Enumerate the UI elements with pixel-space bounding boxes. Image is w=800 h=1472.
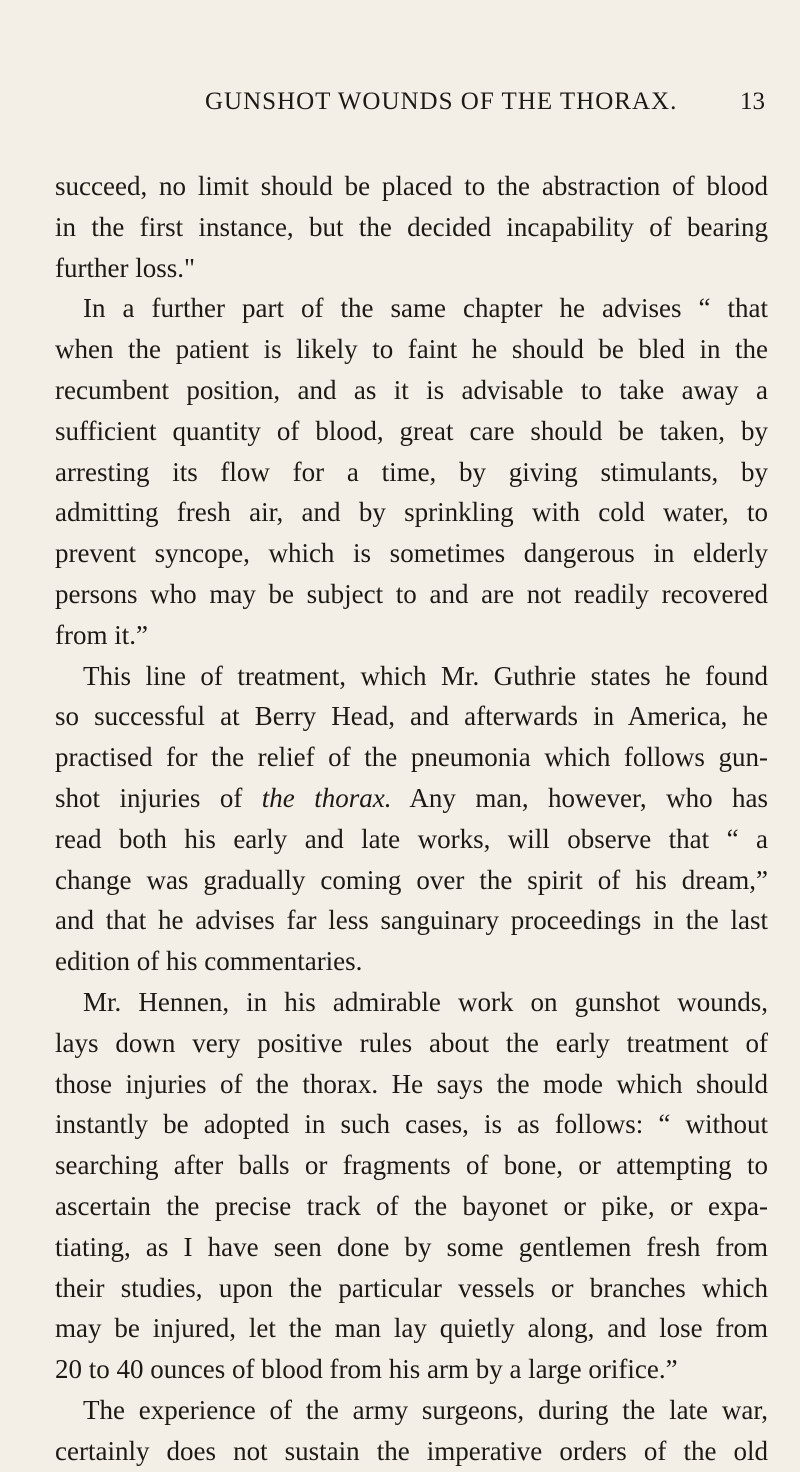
page-number: 13 xyxy=(740,88,765,115)
text-line: so successful at Berry Head, and afterwards in America, he xyxy=(55,701,768,732)
text-line: The experience of the army surgeons, during the late war, xyxy=(83,1394,768,1425)
text-line: admitting fresh air, and by sprinkling with cold water, to xyxy=(55,497,768,528)
running-title: GUNSHOT WOUNDS OF THE THORAX. xyxy=(205,88,678,115)
text-line: read both his early and late works, will observe that “ a xyxy=(55,823,768,854)
text-segment: shot injuries of xyxy=(55,782,243,813)
text-line: lays down very positive rules about the early treatment of xyxy=(55,1027,768,1058)
text-line: succeed, no limit should be placed to the abstraction of blood xyxy=(55,171,768,201)
text-line: in the first instance, but the decided incapability of bearing xyxy=(55,211,768,242)
running-head xyxy=(205,88,765,128)
text-line: further loss." xyxy=(55,252,195,283)
text-line: change was gradually coming over the spirit of his dream,” xyxy=(55,864,768,895)
text-line: persons who may be subject to and are not readily recovered xyxy=(55,578,768,609)
text-line: sufficient quantity of blood, great care should be taken, by xyxy=(55,415,768,446)
text-line: prevent syncope, which is sometimes dangerous in elderly xyxy=(55,538,768,569)
text-line: their studies, upon the particular vessels or branches which xyxy=(55,1272,768,1303)
text-line: and that he advises far less sanguinary proceedings in the last xyxy=(55,905,768,936)
text-segment: Any man, however, who has xyxy=(409,782,769,813)
text-line: ascertain the precise track of the bayonet or pike, or expa- xyxy=(55,1190,768,1221)
text-line: arresting its flow for a time, by giving stimulants, by xyxy=(55,456,768,487)
text-line: instantly be adopted in such cases, is as follows: “ without xyxy=(55,1109,768,1140)
text-line-mixed xyxy=(55,778,768,819)
text-line: recumbent position, and as it is advisable to take away a xyxy=(55,374,768,405)
text-line: searching after balls or fragments of bone, or attempting to xyxy=(55,1150,768,1181)
text-line: This line of treatment, which Mr. Guthrie states he found xyxy=(83,660,768,691)
body-text xyxy=(55,166,768,1472)
text-line: 20 to 40 ounces of blood from his arm by a large orifice.” xyxy=(55,1354,678,1385)
text-line: Mr. Hennen, in his admirable work on gunshot wounds, xyxy=(83,986,768,1017)
text-line: practised for the relief of the pneumonia which follows gun- xyxy=(55,742,768,773)
text-line: edition of his commentaries. xyxy=(55,946,363,977)
text-line: tiating, as I have seen done by some gentlemen fresh from xyxy=(55,1231,768,1262)
text-line: may be injured, let the man lay quietly along, and lose from xyxy=(55,1313,768,1344)
text-line: those injuries of the thorax. He says the mode which should xyxy=(55,1068,768,1099)
text-line: certainly does not sustain the imperative orders of the old xyxy=(55,1435,768,1466)
italic-term: the thorax. xyxy=(261,782,392,813)
text-line: In a further part of the same chapter he advises “ that xyxy=(83,293,768,324)
text-line: from it.” xyxy=(55,619,148,650)
text-line: when the patient is likely to faint he should be bled in the xyxy=(55,334,768,365)
